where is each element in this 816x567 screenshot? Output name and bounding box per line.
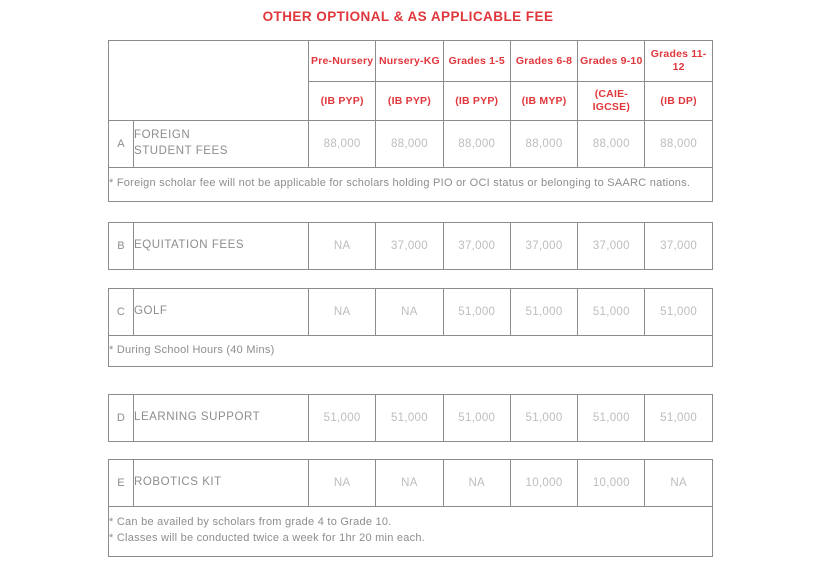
cell-value: NA (376, 460, 443, 507)
note-golf (109, 336, 713, 367)
header-grade-9-10: Grades 9-10 (578, 41, 645, 82)
note-foreign-student-fees (109, 168, 713, 202)
cell-value: 51,000 (578, 289, 645, 336)
row-label-line: FOREIGN (134, 129, 191, 142)
cell-value: NA (645, 460, 712, 507)
fee-block-e (108, 459, 712, 557)
cell-value: NA (309, 460, 376, 507)
row-label-line: EQUITATION FEES (134, 239, 245, 252)
cell-value: 88,000 (443, 121, 510, 168)
header-programme-9-10: (CAIE-IGCSE) (578, 82, 645, 121)
header-programme-pre-nursery: (IB PYP) (309, 82, 376, 121)
cell-value: NA (309, 289, 376, 336)
fee-block-b (108, 222, 712, 270)
table-note-row (109, 168, 713, 202)
row-letter-a: A (109, 121, 134, 168)
fee-table-d (108, 394, 713, 442)
fee-table-b (108, 222, 713, 270)
fee-table-a (108, 40, 713, 202)
cell-value: 51,000 (510, 289, 577, 336)
header-programme-nursery-kg: (IB PYP) (376, 82, 443, 121)
page-title: OTHER OPTIONAL & AS APPLICABLE FEE (262, 9, 554, 24)
cell-value: 37,000 (510, 223, 577, 270)
note-line: * Foreign scholar fee will not be applicable for scholars holding PIO or OCI status or belonging to SAARC nations. (109, 177, 691, 189)
row-label-line: LEARNING SUPPORT (134, 411, 261, 424)
row-letter-c: C (109, 289, 134, 336)
cell-value: NA (443, 460, 510, 507)
fee-table-c (108, 288, 713, 367)
cell-value: 88,000 (376, 121, 443, 168)
cell-value: 37,000 (443, 223, 510, 270)
row-label-robotics-kit (134, 460, 309, 507)
cell-value: NA (309, 223, 376, 270)
header-grade-pre-nursery: Pre-Nursery (309, 41, 376, 82)
cell-value: 88,000 (309, 121, 376, 168)
cell-value: NA (376, 289, 443, 336)
row-label-golf (134, 289, 309, 336)
cell-value: 51,000 (443, 395, 510, 442)
header-programme-1-5: (IB PYP) (443, 82, 510, 121)
note-line: * Can be availed by scholars from grade 4 to Grade 10. (109, 516, 392, 528)
row-label-line: STUDENT FEES (134, 145, 228, 157)
row-letter-e: E (109, 460, 134, 507)
table-row (109, 223, 713, 270)
cell-value: 88,000 (578, 121, 645, 168)
header-grade-nursery-kg: Nursery-KG (376, 41, 443, 82)
row-label-foreign-student-fees (134, 121, 309, 168)
note-line: * Classes will be conducted twice a week for 1hr 20 min each. (109, 531, 426, 544)
cell-value: 37,000 (578, 223, 645, 270)
fee-block-d (108, 394, 712, 442)
header-grade-11-12: Grades 11-12 (645, 41, 712, 82)
row-label-line: ROBOTICS KIT (134, 476, 222, 489)
row-label-learning-support (134, 395, 309, 442)
cell-value: 51,000 (578, 395, 645, 442)
cell-value: 51,000 (510, 395, 577, 442)
header-programme-11-12: (IB DP) (645, 82, 712, 121)
table-row (109, 395, 713, 442)
row-letter-b: B (109, 223, 134, 270)
cell-value: 10,000 (510, 460, 577, 507)
fee-block-c (108, 288, 712, 367)
cell-value: 37,000 (645, 223, 712, 270)
table-header-row-grades (109, 41, 713, 82)
row-letter-d: D (109, 395, 134, 442)
cell-value: 37,000 (376, 223, 443, 270)
row-label-equitation-fees (134, 223, 309, 270)
row-label-line: GOLF (134, 305, 168, 318)
header-blank-cell (109, 41, 309, 121)
header-grade-1-5: Grades 1-5 (443, 41, 510, 82)
note-line: * During School Hours (40 Mins) (109, 344, 275, 357)
cell-value: 51,000 (645, 289, 712, 336)
table-row (109, 121, 713, 168)
table-row (109, 289, 713, 336)
header-programme-6-8: (IB MYP) (510, 82, 577, 121)
table-note-row (109, 336, 713, 367)
table-note-row (109, 507, 713, 557)
header-grade-6-8: Grades 6-8 (510, 41, 577, 82)
note-robotics-kit (109, 507, 713, 557)
cell-value: 10,000 (578, 460, 645, 507)
cell-value: 51,000 (309, 395, 376, 442)
cell-value: 51,000 (376, 395, 443, 442)
cell-value: 51,000 (443, 289, 510, 336)
fee-block-a (108, 40, 712, 202)
cell-value: 51,000 (645, 395, 712, 442)
cell-value: 88,000 (510, 121, 577, 168)
table-row (109, 460, 713, 507)
fee-table-e (108, 459, 713, 557)
cell-value: 88,000 (645, 121, 712, 168)
